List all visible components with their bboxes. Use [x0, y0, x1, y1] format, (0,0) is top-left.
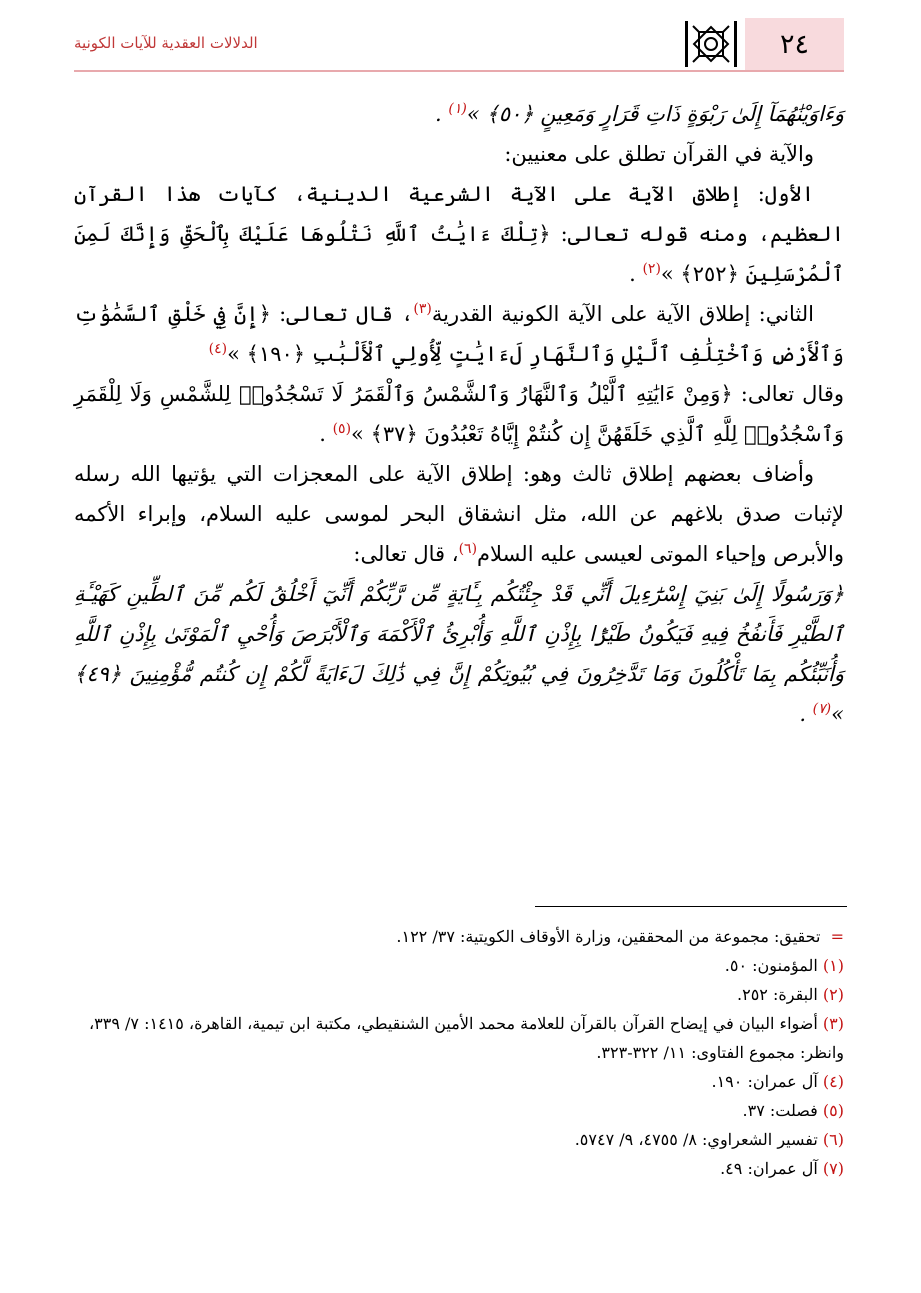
footnote-5: (٥) فصلت: ٣٧.: [742, 1101, 844, 1120]
footnote-4: (٤) آل عمران: ١٩٠.: [711, 1072, 844, 1091]
page-number: ٢٤: [745, 18, 844, 70]
running-title: الدلالات العقدية للآيات الكونية: [74, 34, 258, 52]
paragraph-1: وَءَاوَيْنَٰهُمَآ إِلَىٰ رَبْوَةٍ ذَاتِ قَرَارٍ وَمَعِينٍ ﴿٥٠﴾ »$^{(١)}$ .: [435, 101, 844, 126]
paragraph-6: وأضاف بعضهم إطلاق ثالث وهو: إطلاق الآية على المعجزات التي يؤتيها الله رسله لإثبات صدق بلاغهم عن الله، مثل انشقاق البحر لموسى عليه السلام، وإبراء الأكمه والأبرص وإحياء الموتى لعيسى عليه السلام$^{(٦)}$، قال تعالى:: [74, 462, 844, 566]
footnote-1: (١) المؤمنون: ٥٠.: [724, 956, 844, 975]
footnote-continued: = تحقيق: مجموعة من المحققين، وزارة الأوقاف الكويتية: ٣٧/ ١٢٢.: [396, 927, 844, 946]
footnote-ref-1[interactable]: (١): [448, 101, 467, 117]
footnotes: [74, 922, 844, 1183]
footnote-ref-5[interactable]: (٥): [332, 421, 352, 437]
footnote-ref-3[interactable]: (٣): [413, 301, 432, 317]
footnote-3: (٣) أضواء البيان في إيضاح القرآن بالقرآن للعلامة محمد الأمين الشنقيطي، مكتبة ابن تيمية، القاهرة، ١٤١٥: ٧/ ٣٣٩، وانظر: مجموع الفتاوى: ١١/ ٣٢٢-٣٢٣.: [88, 1014, 844, 1062]
footnote-ref-6[interactable]: (٦): [458, 541, 478, 557]
footnote-7: (٧) آل عمران: ٤٩.: [720, 1159, 844, 1178]
footnote-2: (٢) البقرة: ٢٥٢.: [737, 985, 844, 1004]
page-header: [74, 18, 844, 72]
main-text: [74, 94, 844, 734]
footnote-separator: [535, 906, 847, 907]
footnote-ref-4[interactable]: (٤): [208, 341, 228, 357]
paragraph-5: وقال تعالى: ﴿وَمِنْ ءَايَٰتِهِ ٱلَّيْلُ وَٱلنَّهَارُ وَٱلشَّمْسُ وَٱلْقَمَرُ لَا تَسْجُدُوا۟ لِلشَّمْسِ وَلَا لِلْقَمَرِ وَٱسْجُدُوا۟ لِلَّهِ ٱلَّذِي خَلَقَهُنَّ إِن كُنتُمْ إِيَّاهُ تَعْبُدُونَ ﴿٣٧﴾ »$^{(٥)}$ .: [74, 382, 844, 446]
paragraph-7: ﴿وَرَسُولًا إِلَىٰ بَنِيٓ إِسْرَٰٓءِيلَ أَنِّي قَدْ جِئْتُكُم بِـَٔايَةٍ مِّن رَّبِّكُمْ أَنِّيٓ أَخْلُقُ لَكُم مِّنَ ٱلطِّينِ كَهَيْـَٔةِ ٱلطَّيْرِ فَأَنفُخُ فِيهِ فَيَكُونُ طَيْرًۢا بِإِذْنِ ٱللَّهِ وَأُبْرِئُ ٱلْأَكْمَهَ وَٱلْأَبْرَصَ وَأُحْيِ ٱلْمَوْتَىٰ بِإِذْنِ ٱللَّهِ وَأُنَبِّئُكُم بِمَا تَأْكُلُونَ وَمَا تَدَّخِرُونَ فِي بُيُوتِكُمْ إِنَّ فِي ذَٰلِكَ لَءَايَةً لَّكُمْ إِن كُنتُم مُّؤْمِنِينَ ﴿٤٩﴾ »$^{(٧)}$ .: [74, 582, 844, 726]
paragraph-3: الأول: إطلاق الآية على الآية الشرعية الدينية، كآيات هذا القرآن العظيم، ومنه قوله تعالى: ﴿تِلْكَ ءَايَٰتُ ٱللَّهِ نَتْلُوهَا عَلَيْكَ بِٱلْحَقِّ وَإِنَّكَ لَمِنَ ٱلْمُرْسَلِينَ ﴿٢٥٢﴾ »$^{(٢)}$ .: [74, 182, 844, 286]
footnote-6: (٦) تفسير الشعراوي: ٨/ ٤٧٥٥، ٩/ ٥٧٤٧.: [574, 1130, 844, 1149]
paragraph-2: والآية في القرآن تطلق على معنيين:: [504, 142, 814, 166]
geometric-star-ornament-icon: [685, 21, 737, 67]
paragraph-4: الثاني: إطلاق الآية على الآية الكونية القدرية$^{(٣)}$، قال تعالى: ﴿إِنَّ فِي خَلْقِ ٱلسَّمَٰوَٰتِ وَٱلْأَرْضِ وَٱخْتِلَٰفِ ٱلَّيْلِ وَٱلنَّهَارِ لَءَايَٰتٍ لِّأُولِي ٱلْأَلْبَٰبِ ﴿١٩٠﴾ »$^{(٤)}$: [74, 301, 844, 366]
footnote-ref-7[interactable]: (٧): [812, 701, 832, 717]
footnote-ref-2[interactable]: (٢): [642, 261, 661, 277]
